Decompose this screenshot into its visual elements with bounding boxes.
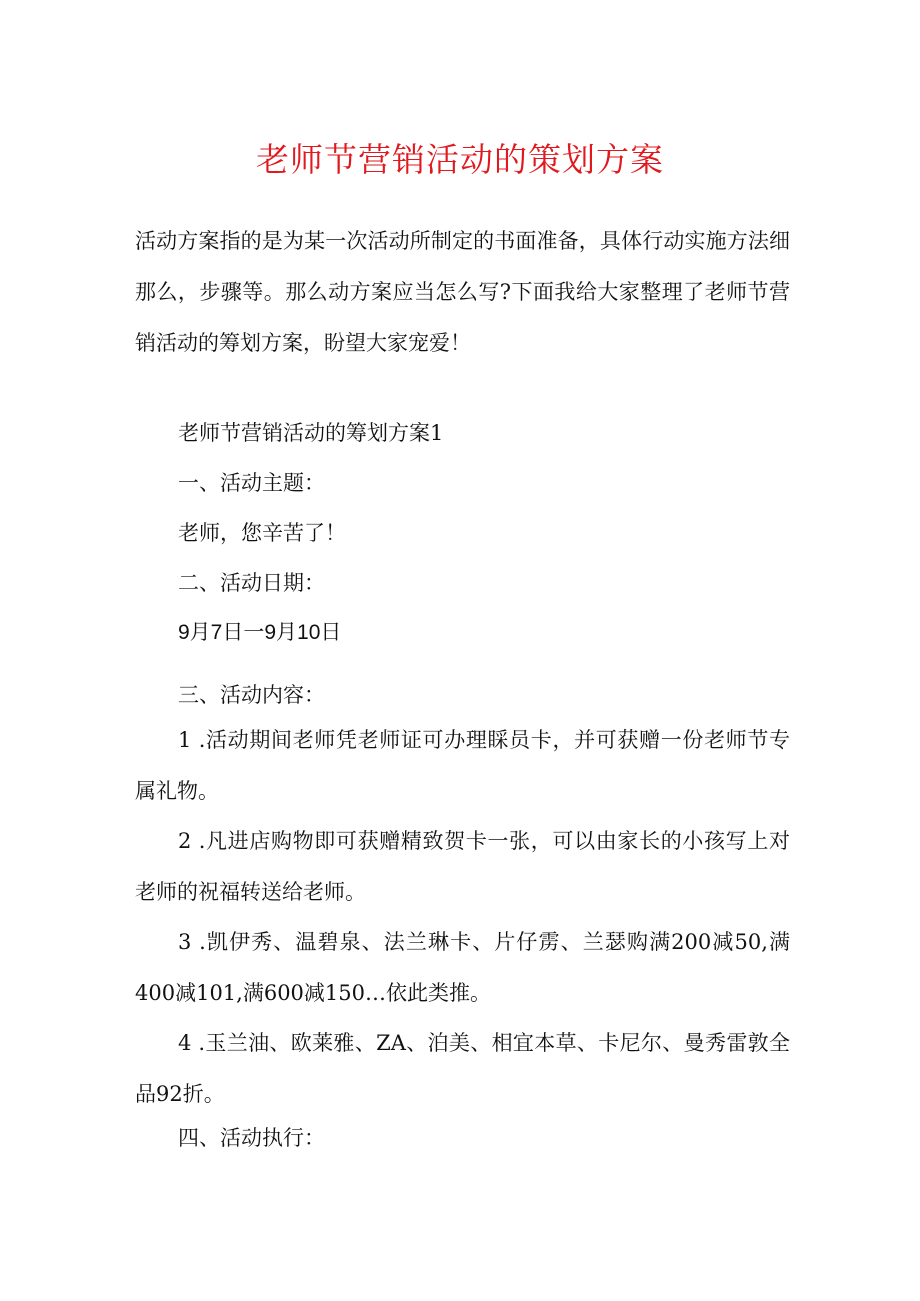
heading-content: 三、活动内容： <box>178 683 325 707</box>
list-item-3: 3 .凯伊秀、温碧泉、法兰琳卡、片仔雳、兰瑟购满200减50,满400减101,满600减150…依此类推。 <box>135 930 790 1005</box>
heading-theme: 一、活动主题： <box>178 471 325 495</box>
list-item-1: 1 .活动期间老师凭老师证可办理睬员卡，并可获赠一份老师节专属礼物。 <box>135 728 790 803</box>
theme-text: 老师，您辛苦了！ <box>178 521 346 545</box>
date-text: 9月7日一9月10日 <box>178 621 342 644</box>
intro-paragraph: 活动方案指的是为某一次活动所制定的书面准备，具体行动实施方法细那么，步骤等。那么动方案应当怎么写?下面我给大家整理了老师节营销活动的筹划方案，盼望大家宠爱！ <box>135 229 790 355</box>
list-item-4: 4 .玉兰油、欧莱雅、ZA、泊美、相宜本草、卡尼尔、曼秀雷敦全品92折。 <box>135 1031 790 1106</box>
heading-execution: 四、活动执行： <box>178 1126 325 1150</box>
list-item-2: 2 .凡进店购物即可获赠精致贺卡一张，可以由家长的小孩写上对老师的祝福转送给老师。 <box>135 829 790 904</box>
section-title: 老师节营销活动的筹划方案1 <box>178 421 444 445</box>
document-title: 老师节营销活动的策划方案 <box>256 140 664 179</box>
heading-date: 二、活动日期： <box>178 571 325 595</box>
